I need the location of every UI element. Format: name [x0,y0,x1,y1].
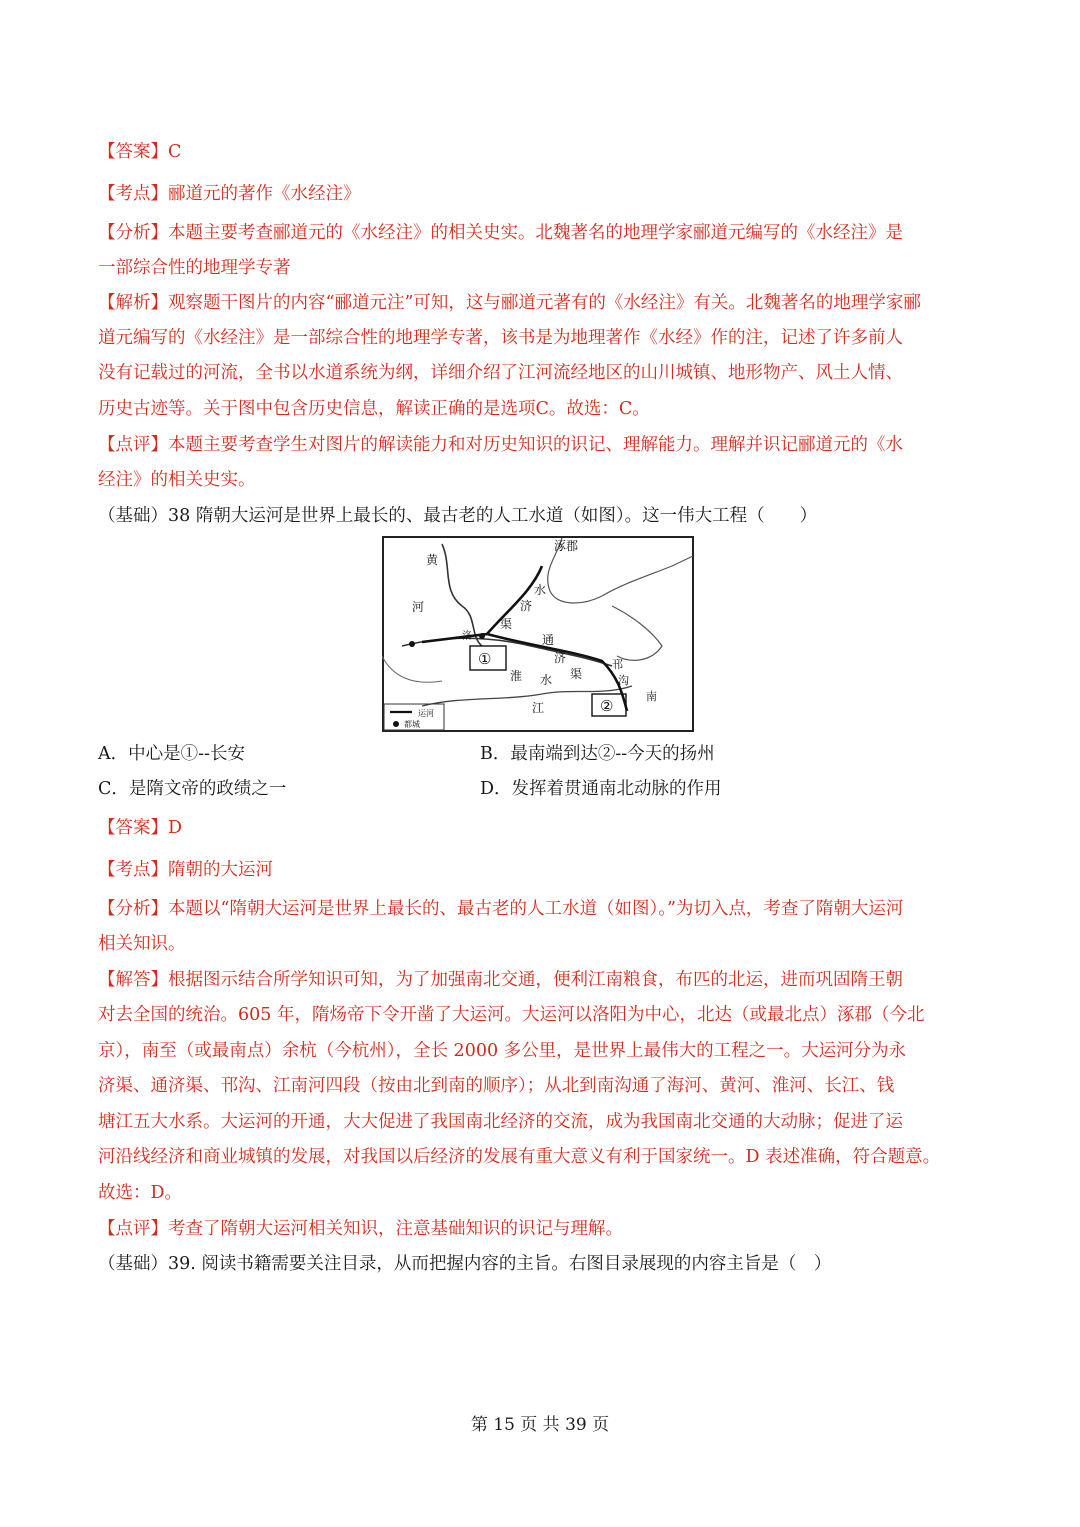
map-label-qu2: 渠 [570,667,583,681]
analysis-tag: 【分析】 [98,223,168,243]
question-39: （基础）39. 阅读书籍需要关注目录，从而把握内容的主旨。右图目录展现的内容主旨是（ ） [98,1254,832,1274]
map-label-nan: 南 [646,690,657,703]
map-label-shui: 水 [540,673,553,687]
option-c: C．是隋文帝的政绩之一 [98,779,287,799]
explain2-line-7: 故选：D。 [98,1183,183,1203]
explain2-line-1 [98,968,903,992]
page-footer: 第 15 页 共 39 页 [470,1415,610,1435]
analysis-line-2: 一部综合性的地理学专著 [98,258,291,278]
map-label-jiang: 江 [532,701,545,715]
explain-line-3: 没有记载过的河流，全书以水道系统为纲，详细介绍了江河流经地区的山川城镇、地形物产、风土人情、 [98,363,903,383]
point-text: 隋朝的大运河 [168,860,273,880]
map-legend-canal: 运河 [418,709,434,718]
map-legend-capital: 都城 [404,720,420,729]
answer-text: C [168,142,182,162]
review-text: 本题主要考查学生对图片的解读能力和对历史知识的识记、理解能力。理解并识记郦道元的《水 [168,435,903,455]
map-label-han: 邗 [612,658,623,671]
explain2-line-3: 京），南至（或最南点）余杭（今杭州），全长 2000 多公里，是世界上最伟大的工程之一。大运河分为永 [98,1041,907,1061]
map-label-circle-2: ② [600,697,614,715]
answer-text: D [168,818,183,838]
explain2-line-2: 对去全国的统治。605 年，隋炀帝下令开凿了大运河。大运河以洛阳为中心，北达（或最北点）涿郡（今北 [98,1005,925,1025]
explain-line-2: 道元编写的《水经注》是一部综合性的地理学专著，该书是为地理著作《水经》作的注，记述了许多前人 [98,328,903,348]
answer-line-1 [98,140,181,164]
question-38: （基础）38 隋朝大运河是世界上最长的、最古老的人工水道（如图）。这一伟大工程（ ） [98,506,818,526]
map-label-huang: 黄 [426,553,439,567]
option-b: B．最南端到达②--今天的扬州 [480,744,715,764]
map-label-he: 河 [412,600,425,614]
explain-line-1 [98,291,921,315]
review-line-2: 经注》的相关史实。 [98,470,256,490]
point-text: 郦道元的著作《水经注》 [168,184,361,204]
option-a: A．中心是①--长安 [98,744,245,764]
explain2-line-6: 河沿线经济和商业城镇的发展，对我国以后经济的发展有重大意义有利于国家统一。D 表述准确，符合题意。 [98,1147,941,1167]
analysis-line-2b: 相关知识。 [98,934,186,954]
point-tag: 【考点】 [98,860,168,880]
map-label-yong: 水 [534,583,547,597]
review-text: 考查了隋朝大运河相关知识，注意基础知识的识记与理解。 [168,1219,623,1239]
explain2-line-4: 济渠、通济渠、邗沟、江南河四段（按由北到南的顺序）；从北到南沟通了海河、黄河、淮河、长江、钱 [98,1076,895,1096]
point-tag: 【考点】 [98,184,168,204]
map-label-huai: 淮 [510,669,523,683]
explain2-line-5: 塘江五大水系。大运河的开通，大大促进了我国南北经济的交流，成为我国南北交通的大动脉；促进了运 [98,1112,903,1132]
analysis-line-1 [98,221,903,245]
map-label-gou: 沟 [618,674,629,687]
point-line-2 [98,858,273,882]
explain-text: 观察题干图片的内容“郦道元注”可知，这与郦道元著有的《水经注》有关。北魏著名的地理学家郦 [168,293,921,313]
map-label-ji2: 济 [554,651,567,665]
review-line-1 [98,433,903,457]
option-d: D．发挥着贯通南北动脉的作用 [480,779,722,799]
point-line-1 [98,182,361,206]
explain-tag: 【解析】 [98,293,168,313]
analysis-line-2a [98,897,903,921]
map-label-zhuojun: 涿郡 [554,539,579,553]
review-tag: 【点评】 [98,1219,168,1239]
grand-canal-map [382,536,694,732]
explain-tag: 【解答】 [98,970,168,990]
map-label-luo: 洛 [462,631,472,642]
review-tag: 【点评】 [98,435,168,455]
review-line-3 [98,1217,623,1241]
explain-line-4: 历史古迹等。关于图中包含历史信息，解读正确的是选项C。故选：C。 [98,399,650,419]
analysis-text: 本题以“隋朝大运河是世界上最长的、最古老的人工水道（如图）。”为切入点，考查了隋朝大运河 [168,899,904,919]
answer-tag: 【答案】 [98,818,168,838]
analysis-tag: 【分析】 [98,899,168,919]
map-label-circle-1: ① [478,650,492,668]
map-label-qu: 渠 [500,617,513,631]
analysis-text: 本题主要考查郦道元的《水经注》的相关史实。北魏著名的地理学家郦道元编写的《水经注》是 [168,223,903,243]
map-label-ji: 济 [520,599,533,613]
map-label-tong: 通 [542,633,555,647]
answer-tag: 【答案】 [98,142,168,162]
answer-line-2 [98,816,182,840]
explain-text: 根据图示结合所学知识可知，为了加强南北交通，便利江南粮食，布匹的北运，进而巩固隋王朝 [168,970,903,990]
